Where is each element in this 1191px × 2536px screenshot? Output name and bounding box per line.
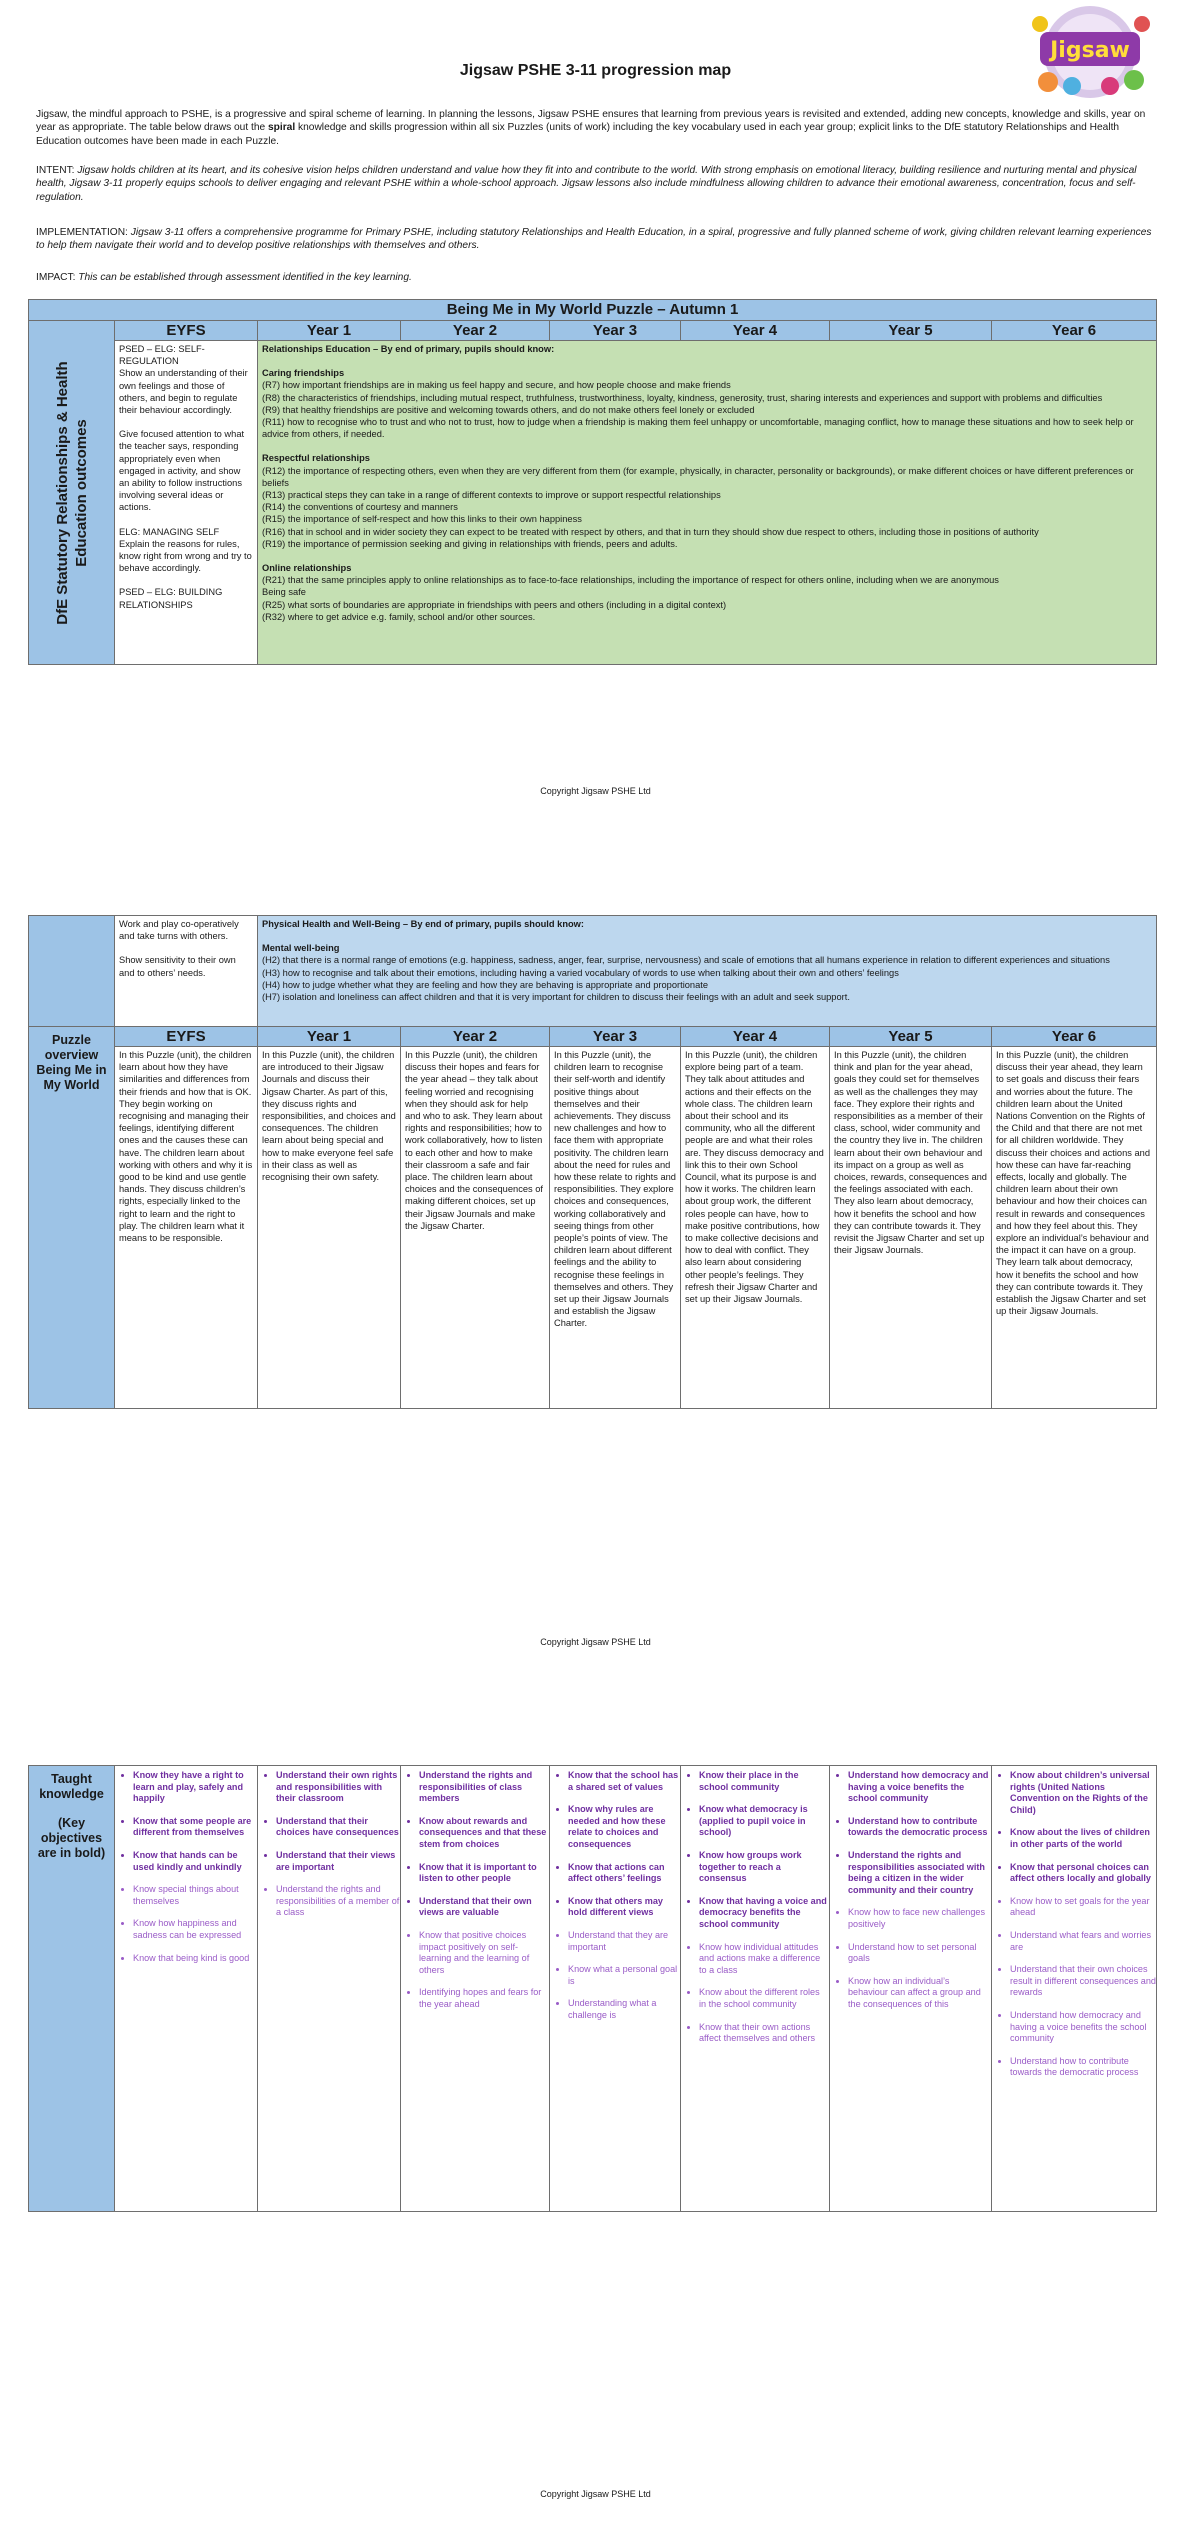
eyfs-outcomes-cell: PSED – ELG: SELF-REGULATION Show an understanding of their own feelings and those of others, and begin to regulate their behaviour accordingly. Give focused attention to what the teacher says, responding appropriately even when engaged in activity, and show an ability to follow instructions involving several ideas or actions. ELG: MANAGING SELF Explain the reasons for rules, know right from wrong and try to behave accordingly. PSED – ELG: BUILDING RELATIONSHIPS xyxy=(115,341,258,665)
logo-text: Jigsaw xyxy=(1050,38,1130,63)
taught-knowledge-table xyxy=(28,1765,1157,2212)
taught-knowledge-label: Taught knowledge (Key objectives are in bold) xyxy=(29,1766,115,2212)
overview-year-1: In this Puzzle (unit), the children are introduced to their Jigsaw Journals and discuss their Jigsaw Charter. As part of this, they discuss rights and responsibilities, and choices and consequences. The children learn about being special and how to make everyone feel safe in their class as well as recognising their own safety. xyxy=(258,1047,401,1409)
overview-year-6: In this Puzzle (unit), the children discuss their year ahead, they learn to set goals and discuss their fears and worries about the future. The children learn about the United Nations Convention on the Rights of the Child and that there are not met for all children worldwide. They discuss their choices and actions and how these can have far-reaching effects, locally and globally. The children learn about their own behaviour and how their choices can result in rewards and consequences and how they feel about this. They explore an individual’s behaviour and the impact it can have on a group. They learn talk about democracy, how it benefits the school and how they can contribute towards it. They establish the Jigsaw Charter and set up their Jigsaw Journals. xyxy=(992,1047,1157,1409)
progression-table-part1 xyxy=(28,299,1157,665)
intro-paragraph: Jigsaw, the mindful approach to PSHE, is a progressive and spiral scheme of learning. In planning the lessons, Jigsaw PSHE ensures that learning from previous years is revisited and extended, adding new concepts, knowledge and skills, year on year as appropriate. The table below draws out the spiral knowledge and skills progression within all six Puzzles (units of work) including the key vocabulary used in each year group; explicit links to the DfE statutory Relationships and Health Education outcomes have been made in each Puzzle. xyxy=(36,109,1146,147)
jigsaw-logo xyxy=(1010,2,1170,100)
knowledge-year-6: • Know about children’s universal rights (United Nations Convention on the Rights of the Child) • Know about the lives of children in other parts of the world • Know that personal choices can affect others locally and globally • Know how to set goals for the year ahead • Understand what fears and worries are • Understand that their own choices result in different consequences and rewards • Understand how democracy and having a voice benefits the school community • Understand how to contribute towards the democratic process xyxy=(992,1766,1157,2212)
year-header-3: Year 3 xyxy=(550,321,681,341)
knowledge-year-5: • Understand how democracy and having a voice benefits the school community • Understand how to contribute towards the democratic process • Understand the rights and responsibilities associated with being a citizen in the wider community and their country • Know how to face new challenges positively • Understand how to set personal goals • Know how an individual’s behaviour can affect a group and the consequences of this xyxy=(830,1766,992,2212)
dfe-outcomes-label: DfE Statutory Relationships & Health Education outcomes xyxy=(29,321,115,665)
knowledge-year-1: • Understand their own rights and responsibilities with their classroom • Understand that their choices have consequences • Understand that their views are important • Understand the rights and responsibilities of a member of a class xyxy=(258,1766,401,2212)
copyright-footer-2: Copyright Jigsaw PSHE Ltd xyxy=(540,1637,651,1647)
progression-table-part2 xyxy=(28,915,1157,1409)
year-header-2: Year 2 xyxy=(401,321,550,341)
overview-header-5: Year 5 xyxy=(830,1027,992,1047)
copyright-footer-3: Copyright Jigsaw PSHE Ltd xyxy=(540,2489,651,2499)
overview-header-3: Year 3 xyxy=(550,1027,681,1047)
intent-paragraph: INTENT: Jigsaw holds children at its heart, and its cohesive vision helps children understand and value how they fit into and contribute to the world. With strong emphasis on emotional literacy, building resilience and nurturing mental and physical health, Jigsaw 3-11 properly equips schools to deliver engaging and relevant PSHE within a whole-school approach. Jigsaw lessons also include mindfulness allowing children to advance their emotional awareness, concentration, focus and self-regulation. xyxy=(36,165,1137,203)
year-header-1: Year 1 xyxy=(258,321,401,341)
overview-header-eyfs: EYFS xyxy=(115,1027,258,1047)
overview-header-4: Year 4 xyxy=(681,1027,830,1047)
overview-header-6: Year 6 xyxy=(992,1027,1157,1047)
year-header-4: Year 4 xyxy=(681,321,830,341)
overview-year-2: In this Puzzle (unit), the children discuss their hopes and fears for the year ahead – they talk about feeling worried and recognising when they should ask for help and who to ask. They learn about rights and responsibilities; how to work collaboratively, how to listen to each other and how to make their classroom a safe and fair place. The children learn about choices and the consequences of making different choices, set up their Jigsaw Journals and make the Jigsaw Charter. xyxy=(401,1047,550,1409)
puzzle-title: Being Me in My World Puzzle – Autumn 1 xyxy=(29,300,1157,321)
dfe-outcomes-continued xyxy=(29,916,115,1027)
relationships-education-cell: Relationships Education – By end of primary, pupils should know: Caring friendships (R7) how important friendships are in making us feel happy and secure, and how people choose and make friends (R8) the characteristics of friendships, including mutual respect, truthfulness, trustworthiness, loyalty, kindness, generosity, trust, sharing interests and experiences and support with problems and difficulties (R9) that healthy friendships are positive and welcoming towards others, and do not make others feel lonely or excluded (R11) how to recognise who to trust and who not to trust, how to judge when a friendship is making them feel unhappy or uncomfortable, managing conflict, how to manage these situations and how to seek help or advice from others, if needed. Respectful relationships (R12) the importance of respecting others, even when they are very different from them (for example, physically, in character, personality or backgrounds), or make different choices or have different preferences or beliefs (R13) practical steps they can take in a range of different contexts to improve or support respectful relationships (R14) the conventions of courtesy and manners (R15) the importance of self-respect and how this links to their own happiness (R16) that in school and in wider society they can expect to be treated with respect by others, and that in turn they should show due respect to others, including those in positions of authority (R19) the importance of permission seeking and giving in relationships with friends, peers and adults. Online relationships (R21) that the same principles apply to online relationships as to face-to-face relationships, including the importance of respect for others online, including when we are anonymous Being safe (R25) what sorts of boundaries are appropriate in friendships with peers and others (including in a digital context) (R32) where to get advice e.g. family, school and/or other sources. xyxy=(258,341,1157,665)
year-header-5: Year 5 xyxy=(830,321,992,341)
year-header-eyfs: EYFS xyxy=(115,321,258,341)
health-education-cell: Physical Health and Well-Being – By end of primary, pupils should know: Mental well-being (H2) that there is a normal range of emotions (e.g. happiness, sadness, anger, fear, surprise, nervousness) and scale of emotions that all humans experience in relation to different experiences and situations (H3) how to recognise and talk about their emotions, including having a varied vocabulary of words to use when talking about their own and others’ feelings (H4) how to judge whether what they are feeling and how they are behaving is appropriate and proportionate (H7) isolation and loneliness can affect children and that it is very important for children to discuss their feelings with an adult and seek support. xyxy=(258,916,1157,1027)
knowledge-year-3: • Know that the school has a shared set of values • Know why rules are needed and how these relate to choices and consequences • Know that actions can affect others’ feelings • Know that others may hold different views • Understand that they are important • Know what a personal goal is • Understanding what a challenge is xyxy=(550,1766,681,2212)
puzzle-overview-label: Puzzle overview Being Me in My World xyxy=(29,1027,115,1409)
knowledge-year-2: • Understand the rights and responsibilities of class members • Know about rewards and consequences and that these stem from choices • Know that it is important to listen to other people • Understand that their own views are valuable • Know that positive choices impact positively on self-learning and the learning of others • Identifying hopes and fears for the year ahead xyxy=(401,1766,550,2212)
eyfs-outcomes-cell-2: Work and play co-operatively and take turns with others. Show sensitivity to their own and to others’ needs. xyxy=(115,916,258,1027)
overview-header-2: Year 2 xyxy=(401,1027,550,1047)
overview-header-1: Year 1 xyxy=(258,1027,401,1047)
copyright-footer: Copyright Jigsaw PSHE Ltd xyxy=(540,786,651,796)
overview-year-4: In this Puzzle (unit), the children explore being part of a team. They talk about attitudes and actions and their effects on the whole class. The children learn about their school and its community, who all the different people are and what their roles are. They discuss democracy and link this to their own School Council, what its purpose is and how it works. The children learn about group work, the different roles people can have, how to make positive contributions, how to make collective decisions and how to deal with conflict. They also learn about considering other people’s feelings. They refresh their Jigsaw Charter and set up their Jigsaw Journals. xyxy=(681,1047,830,1409)
year-header-6: Year 6 xyxy=(992,321,1157,341)
knowledge-year-4: • Know their place in the school community • Know what democracy is (applied to pupil voice in school) • Know how groups work together to reach a consensus • Know that having a voice and democracy benefits the school community • Know how individual attitudes and actions make a difference to a class • Know about the different roles in the school community • Know that their own actions affect themselves and others xyxy=(681,1766,830,2212)
overview-year-3: In this Puzzle (unit), the children learn to recognise their self-worth and identify positive things about themselves and their achievements. They discuss new challenges and how to face them with appropriate positivity. The children learn about the need for rules and how these relate to rights and responsibilities. They explore choices and consequences, working collaboratively and seeing things from other people’s points of view. The children learn about different feelings and the ability to recognise these feelings in themselves and others. They set up their Jigsaw Journals and establish the Jigsaw Charter. xyxy=(550,1047,681,1409)
knowledge-eyfs: • Know they have a right to learn and play, safely and happily • Know that some people are different from themselves • Know that hands can be used kindly and unkindly • Know special things about themselves • Know how happiness and sadness can be expressed • Know that being kind is good xyxy=(115,1766,258,2212)
page-title: Jigsaw PSHE 3-11 progression map xyxy=(459,62,732,79)
overview-year-5: In this Puzzle (unit), the children think and plan for the year ahead, goals they could set for themselves as well as the challenges they may face. They explore their rights and responsibilities as a member of their class, school, wider community and the country they live in. The children learn about their own behaviour and its impact on a group as well as choices, rewards, consequences and the feelings associated with each. They also learn about democracy, how it benefits the school and how they can contribute towards it. They revisit the Jigsaw Charter and set up their Jigsaw Journals. xyxy=(830,1047,992,1409)
implementation-paragraph: IMPLEMENTATION: Jigsaw 3-11 offers a comprehensive programme for Primary PSHE, including statutory Relationships and Health Education, in a spiral, progressive and fully planned scheme of work, giving children relevant learning experiences to help them navigate their world and to develop positive relationships with themselves and others. xyxy=(36,227,1152,252)
overview-eyfs: In this Puzzle (unit), the children learn about how they have similarities and differences from their friends and how that is OK. They begin working on recognising and managing their feelings, identifying different ones and the causes these can have. The children learn about working with others and why it is good to be kind and use gentle hands. They discuss children’s rights, especially linked to the right to learn and the right to play. The children learn what it means to be responsible. xyxy=(115,1047,258,1409)
impact-paragraph: IMPACT: This can be established through assessment identified in the key learning. xyxy=(36,272,412,283)
